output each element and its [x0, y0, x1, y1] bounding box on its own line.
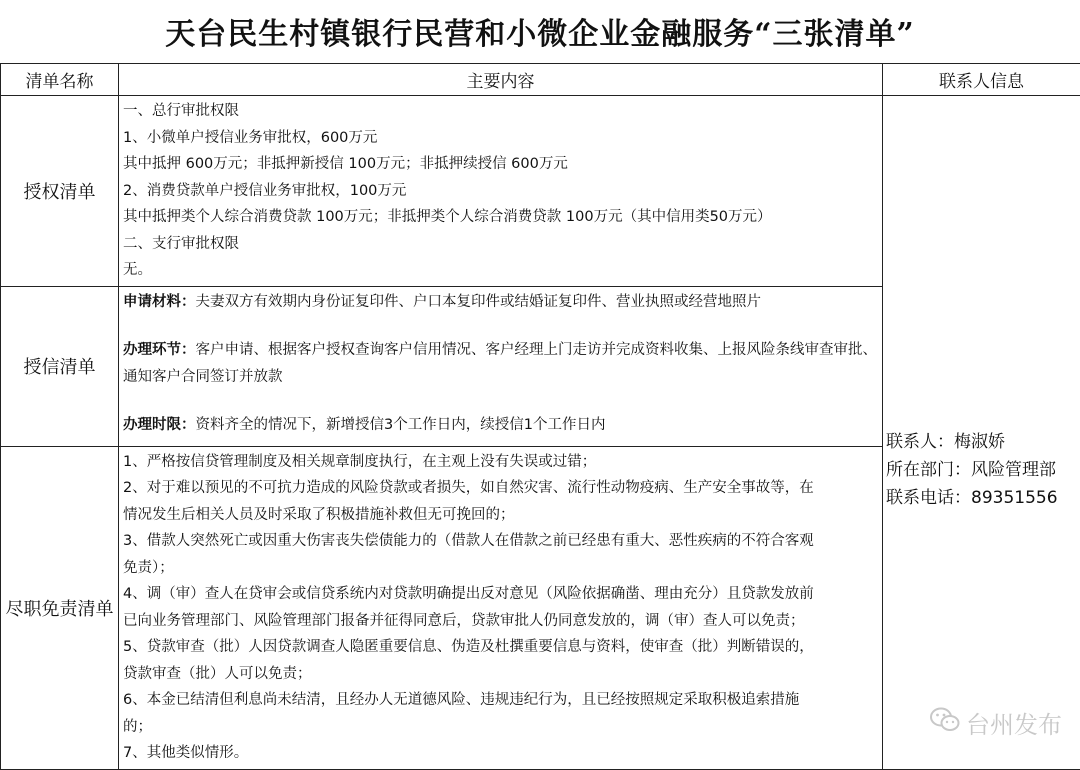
credit-item-text: 客户申请、根据客户授权查询客户信用情况、客户经理上门走访并完成资料收集、上报风险条线审查审批、通知客户合同签订并放款 [123, 342, 877, 385]
contact-info-cell [883, 96, 1080, 770]
header-main-content: 主要内容 [119, 64, 883, 96]
contact-person: 联系人：梅淑娇 [886, 428, 1080, 456]
three-lists-table [0, 63, 1080, 770]
row-name-exemption: 尽职免责清单 [1, 446, 119, 769]
credit-item-materials [123, 289, 878, 316]
content-line: 1、小微单户授信业务审批权，600万元 [123, 125, 878, 152]
credit-item-timeframe [123, 412, 878, 439]
credit-item-text: 夫妻双方有效期内身份证复印件、户口本复印件或结婚证复印件、营业执照或经营地照片 [196, 294, 762, 310]
credit-item-label: 申请材料： [123, 294, 196, 310]
content-line: 7、其他类似情形。 [123, 740, 878, 767]
contact-phone: 联系电话：89351556 [886, 484, 1080, 512]
content-line: 1、严格按信贷管理制度及相关规章制度执行，在主观上没有失误或过错； [123, 449, 878, 476]
content-line: 6、本金已结清但利息尚未结清，且经办人无道德风险、违规违纪行为，且已经按照规定采取积极追索措施 [123, 687, 878, 714]
content-line: 3、借款人突然死亡或因重大伤害丧失偿债能力的（借款人在借款之前已经患有重大、恶性疾病的不符合客观 [123, 528, 878, 555]
row-content-credit [119, 286, 883, 446]
content-line: 2、消费贷款单户授信业务审批权，100万元 [123, 178, 878, 205]
credit-item-text: 资料齐全的情况下，新增授信3个工作日内，续授信1个工作日内 [196, 417, 606, 433]
content-line: 其中抵押类个人综合消费贷款 100万元；非抵押类个人综合消费贷款 100万元（其中信用类50万元） [123, 204, 878, 231]
credit-item-label: 办理环节： [123, 342, 196, 358]
content-line: 4、调（审）查人在贷审会或信贷系统内对贷款明确提出反对意见（风险依据确凿、理由充分）且贷款发放前 [123, 581, 878, 608]
row-name-authorization: 授权清单 [1, 96, 119, 287]
credit-item-label: 办理时限： [123, 417, 196, 433]
content-line: 的； [123, 714, 878, 741]
content-line: 已向业务管理部门、风险管理部门报备并征得同意后，贷款审批人仍同意发放的，调（审）查人可以免责； [123, 608, 878, 635]
content-line: 其中抵押 600万元；非抵押新授信 100万元；非抵押续授信 600万元 [123, 151, 878, 178]
content-line: 贷款审查（批）人可以免责； [123, 661, 878, 688]
header-list-name: 清单名称 [1, 64, 119, 96]
credit-item-process [123, 337, 878, 390]
content-line: 免责）； [123, 555, 878, 582]
watermark-text: 台州发布 [966, 705, 1062, 740]
content-line: 情况发生后相关人员及时采取了积极措施补救但无可挽回的； [123, 502, 878, 529]
document-title: 天台民生村镇银行民营和小微企业金融服务“三张清单” [0, 0, 1080, 62]
content-line: 无。 [123, 257, 878, 284]
wechat-icon [930, 707, 960, 739]
row-name-credit: 授信清单 [1, 286, 119, 446]
content-line: 二、支行审批权限 [123, 231, 878, 258]
row-content-authorization [119, 96, 883, 287]
content-line: 5、贷款审查（批）人因贷款调查人隐匿重要信息、伪造及杜撰重要信息与资料，使审查（批）判断错误的， [123, 634, 878, 661]
table-header-row [1, 64, 1080, 96]
watermark [930, 705, 1062, 740]
content-line: 2、对于难以预见的不可抗力造成的风险贷款或者损失，如自然灾害、流行性动物疫病、生产安全事故等，在 [123, 475, 878, 502]
table-row-authorization [1, 96, 1080, 287]
content-line: 一、总行审批权限 [123, 98, 878, 125]
contact-department: 所在部门：风险管理部 [886, 456, 1080, 484]
row-content-exemption [119, 446, 883, 769]
header-contact-info: 联系人信息 [883, 64, 1080, 96]
